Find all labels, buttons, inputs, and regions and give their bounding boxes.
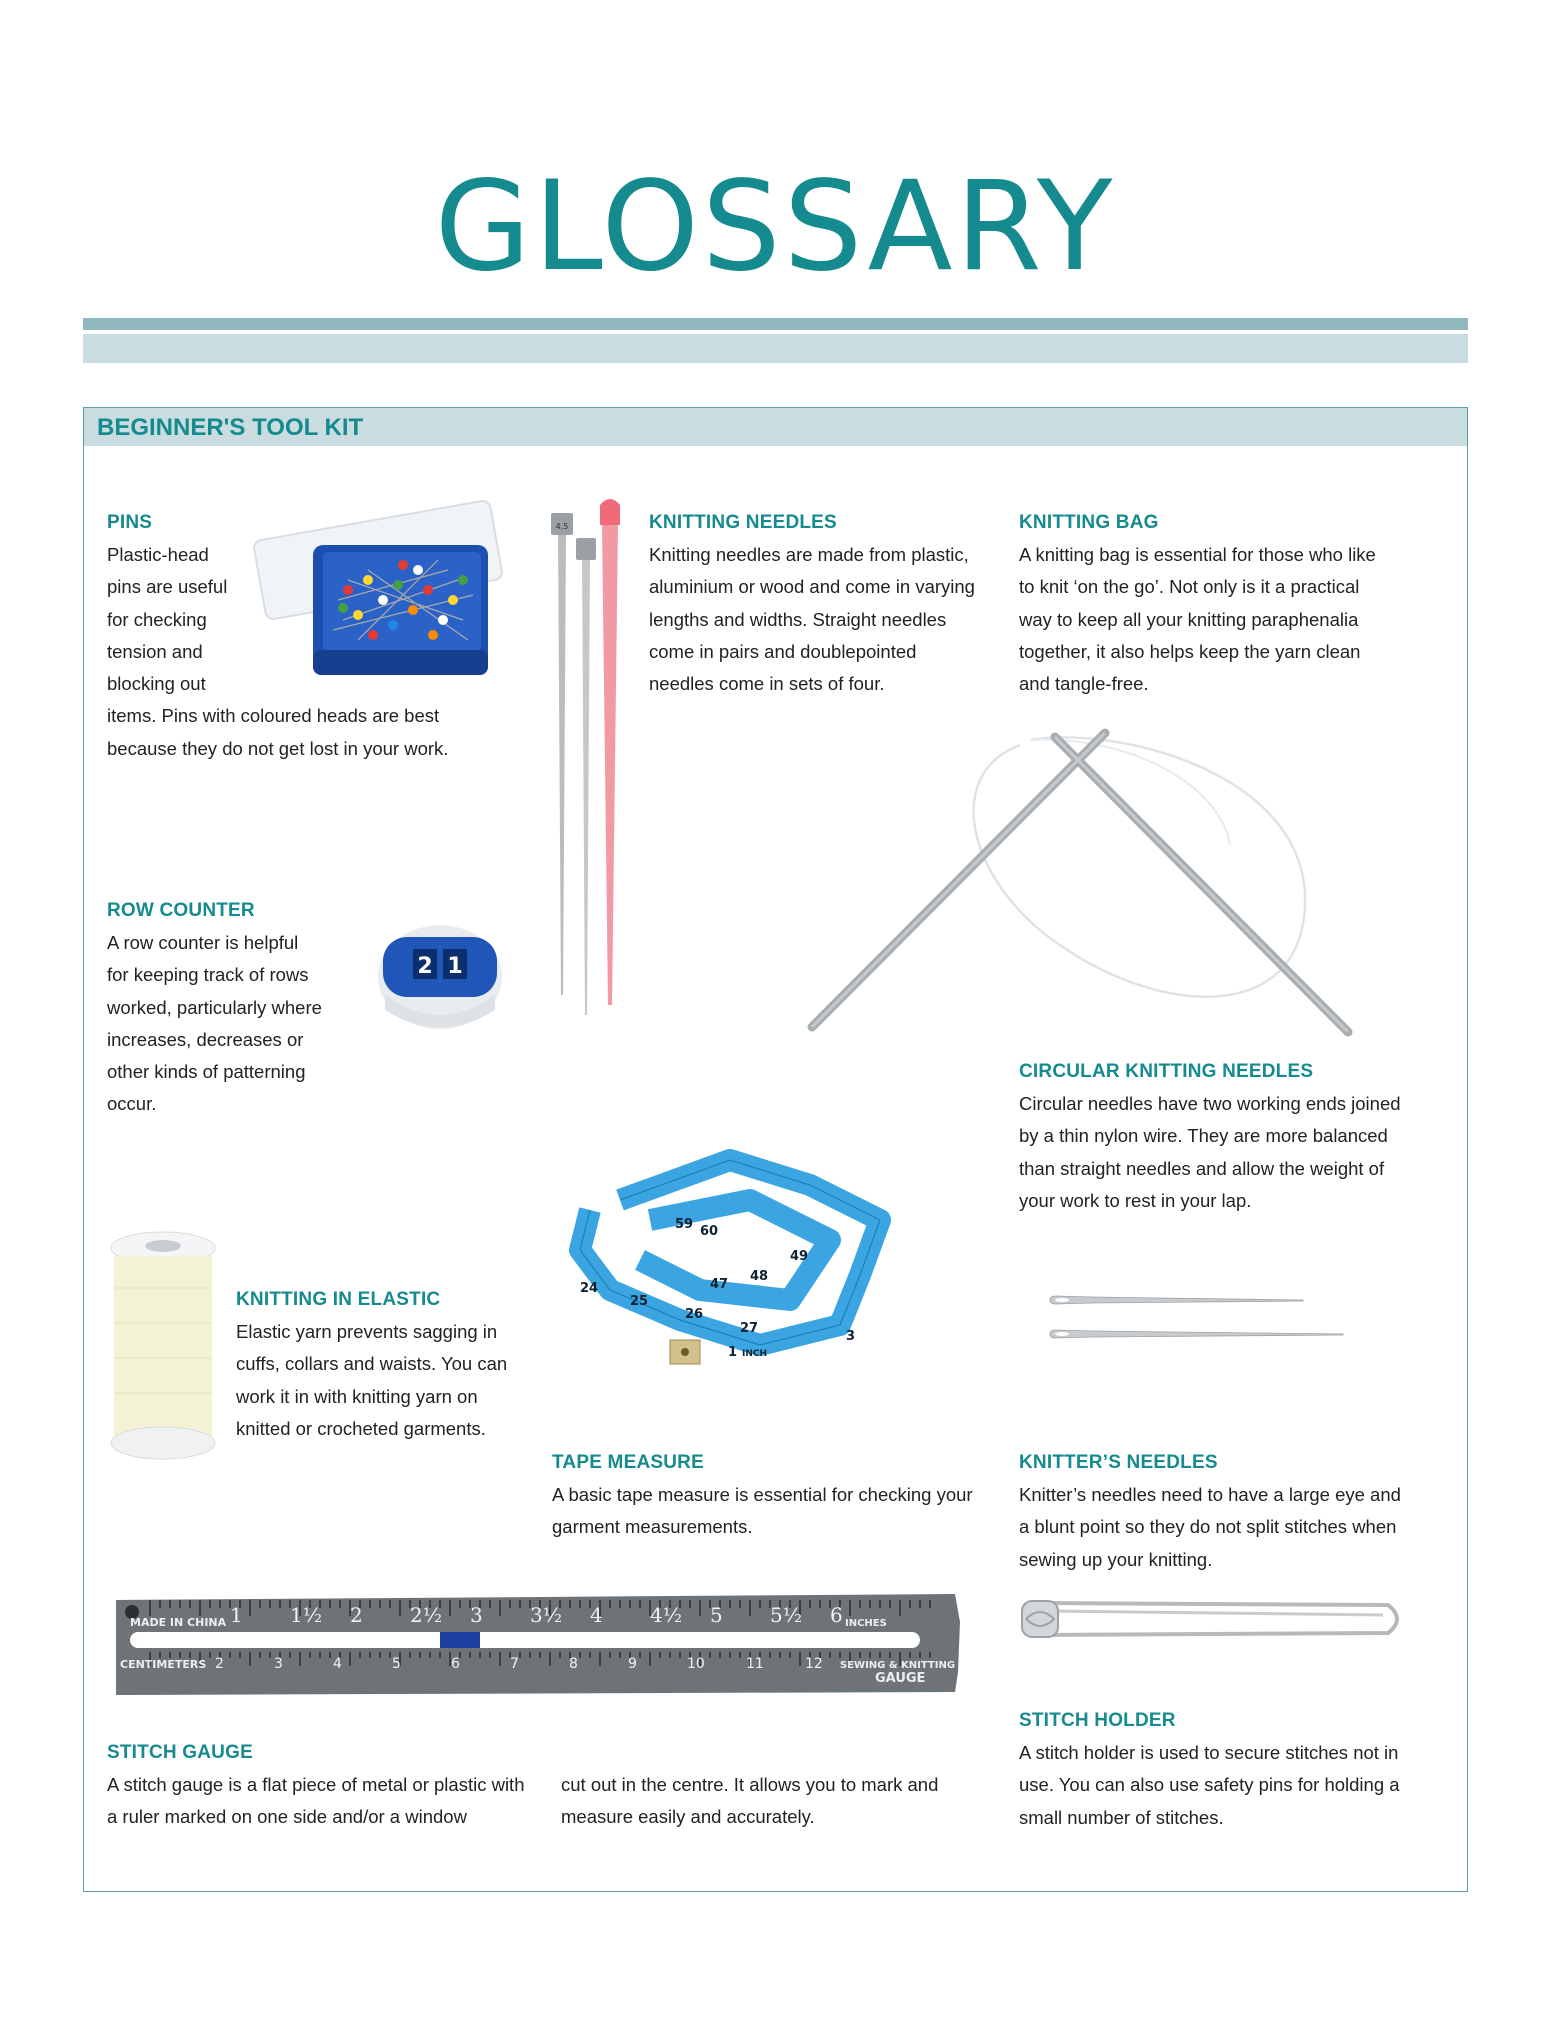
entry-line: a ruler marked on one side and/or a window [107, 1806, 467, 1828]
gauge-label: CENTIMETERS [120, 1658, 207, 1671]
gauge-cm-mark: 7 [510, 1656, 519, 1672]
gauge-inch-mark: 4 [590, 1603, 603, 1627]
entry-line: garment measurements. [552, 1516, 753, 1538]
gauge-inch-mark: 2 [350, 1603, 363, 1627]
entry-line: cuffs, collars and waists. You can [236, 1353, 508, 1375]
entry-heading: STITCH GAUGE [107, 1742, 253, 1763]
tape-number: 25 [630, 1294, 649, 1309]
entry-line: tension and [107, 640, 203, 662]
tape-number: 26 [685, 1307, 704, 1322]
gauge-inch-mark: 6 [830, 1603, 843, 1627]
entry-line: for keeping track of rows [107, 964, 309, 986]
gauge-cm-mark: 9 [628, 1656, 637, 1672]
entry-line: increases, decreases or [107, 1028, 304, 1050]
tape-number: 49 [790, 1249, 809, 1264]
gauge-inch-mark: 5 [710, 1603, 723, 1627]
gauge-inch-mark: 3½ [530, 1603, 563, 1627]
entry-stitch-gauge [107, 1737, 557, 1834]
entry-line: A knitting bag is essential for those who like [1019, 544, 1376, 565]
entry-line: Plastic-head [107, 544, 209, 565]
entry-line: measure easily and accurately. [561, 1806, 815, 1828]
gauge-cm-mark: 12 [805, 1656, 823, 1672]
entry-line: lengths and widths. Straight needles [649, 608, 947, 630]
entry-line: and tangle-free. [1019, 673, 1149, 695]
counter-digit: 2 [417, 954, 433, 979]
entry-line: other kinds of patterning [107, 1061, 306, 1083]
entry-heading: STITCH HOLDER [1019, 1710, 1176, 1731]
tape-number: 3 [846, 1329, 856, 1344]
entry-line: use. You can also use safety pins for holding a [1019, 1774, 1400, 1796]
entry-line: pins are useful [107, 576, 228, 598]
entry-line: together, it also helps keep the yarn clean [1019, 640, 1361, 662]
gauge-inch-mark: 1 [230, 1603, 243, 1627]
tape-number: 59 [675, 1217, 694, 1232]
section-title: BEGINNER'S TOOL KIT [84, 408, 1467, 446]
entry-line: way to keep all your knitting paraphenalia [1019, 608, 1359, 630]
entry-stitch-gauge-continued [561, 1769, 981, 1834]
entry-heading: KNITTING BAG [1019, 512, 1159, 533]
entry-knitting-elastic [236, 1284, 556, 1445]
entry-line: for checking [107, 608, 207, 630]
entry-line: needles come in sets of four. [649, 673, 885, 695]
tape-number: 27 [740, 1321, 759, 1336]
entry-tape-measure [552, 1447, 1022, 1544]
entry-line: A stitch holder is used to secure stitches not in [1019, 1742, 1399, 1763]
gauge-inch-mark: 5½ [770, 1603, 803, 1627]
tape-number: 47 [710, 1277, 729, 1292]
entry-line: to knit ‘on the go’. Not only is it a practical [1019, 576, 1360, 598]
page-title: GLOSSARY [434, 155, 1116, 299]
gauge-inch-mark: 2½ [410, 1603, 443, 1627]
entry-line: A row counter is helpful [107, 932, 299, 953]
gauge-inch-mark: 1½ [290, 1603, 323, 1627]
gauge-inch-mark: 3 [470, 1603, 483, 1627]
entry-line: by a thin nylon wire. They are more balanced [1019, 1125, 1388, 1147]
stitch-holder-image [1018, 1597, 1408, 1642]
straight-needles-image [548, 495, 638, 1015]
entry-heading: PINS [107, 512, 153, 533]
gauge-cm-mark: 2 [215, 1656, 224, 1672]
entry-heading: KNITTER’S NEEDLES [1019, 1452, 1218, 1473]
header-rule-top [83, 318, 1468, 330]
entry-line: because they do not get lost in your work. [107, 737, 449, 759]
gauge-label: GAUGE [875, 1671, 926, 1686]
entry-heading: CIRCULAR KNITTING NEEDLES [1019, 1061, 1314, 1082]
counter-digit: 1 [447, 954, 463, 979]
entry-circular-needles [1019, 1056, 1439, 1217]
gauge-cm-mark: 10 [687, 1656, 705, 1672]
needle-size-label: 4.5 [555, 522, 569, 531]
entry-line: items. Pins with coloured heads are best [107, 705, 440, 727]
entry-line: Knitter’s needles need to have a large eye and [1019, 1484, 1401, 1505]
entry-line: blocking out [107, 673, 206, 695]
row-counter-image [365, 915, 515, 1035]
entry-line: occur. [107, 1093, 157, 1115]
knitters-needles-image [1048, 1292, 1348, 1342]
tape-number: 48 [750, 1269, 769, 1284]
entry-line: work it in with knitting yarn on [236, 1385, 478, 1407]
gauge-cm-mark: 4 [333, 1656, 342, 1672]
entry-line: a blunt point so they do not split stitches when [1019, 1516, 1397, 1538]
entry-knitting-bag [1019, 507, 1439, 700]
gauge-cm-mark: 3 [274, 1656, 283, 1672]
circular-needles-image [800, 715, 1370, 1045]
entry-line: Elastic yarn prevents sagging in [236, 1321, 498, 1342]
entry-stitch-holder [1019, 1705, 1439, 1834]
entry-heading: KNITTING IN ELASTIC [236, 1289, 441, 1310]
tape-number: 60 [700, 1224, 719, 1239]
entry-heading: TAPE MEASURE [552, 1452, 704, 1473]
entry-knitting-needles [649, 507, 1009, 700]
gauge-cm-mark: 11 [746, 1656, 764, 1672]
entry-heading: ROW COUNTER [107, 900, 255, 921]
entry-line: A stitch gauge is a flat piece of metal or plastic with [107, 1774, 525, 1795]
entry-line: A basic tape measure is essential for checking your [552, 1484, 973, 1505]
entry-row-counter [107, 895, 407, 1121]
tape-number: 24 [580, 1281, 599, 1296]
entry-line: cut out in the centre. It allows you to mark and [561, 1774, 939, 1795]
gauge-label: SEWING & KNITTING [840, 1660, 956, 1671]
gauge-cm-mark: 5 [392, 1656, 401, 1672]
gauge-cm-mark: 8 [569, 1656, 578, 1672]
entry-line: come in pairs and doublepointed [649, 640, 917, 662]
entry-line: worked, particularly where [107, 996, 322, 1018]
tape-measure-image [560, 1140, 900, 1380]
stitch-gauge-image [110, 1592, 965, 1697]
entry-line: Circular needles have two working ends joined [1019, 1093, 1401, 1114]
entry-line: Knitting needles are made from plastic, [649, 544, 969, 565]
entry-line: sewing up your knitting. [1019, 1548, 1213, 1570]
header-rule-bottom [83, 334, 1468, 363]
pins-box-image [248, 500, 518, 690]
entry-line: small number of stitches. [1019, 1806, 1224, 1828]
elastic-spool-image [108, 1228, 218, 1468]
entry-knitters-needles [1019, 1447, 1439, 1576]
entry-line: than straight needles and allow the weight of [1019, 1157, 1385, 1179]
tape-number: 1 [728, 1345, 738, 1360]
entry-heading: KNITTING NEEDLES [649, 512, 837, 533]
entry-line: knitted or crocheted garments. [236, 1417, 486, 1439]
gauge-label: INCHES [845, 1618, 887, 1629]
entry-line: aluminium or wood and come in varying [649, 576, 975, 598]
entry-line: your work to rest in your lap. [1019, 1189, 1252, 1211]
gauge-inch-mark: 4½ [650, 1603, 683, 1627]
tape-number: INCH [742, 1349, 768, 1359]
gauge-label: MADE IN CHINA [130, 1616, 227, 1629]
gauge-cm-mark: 6 [451, 1656, 460, 1672]
